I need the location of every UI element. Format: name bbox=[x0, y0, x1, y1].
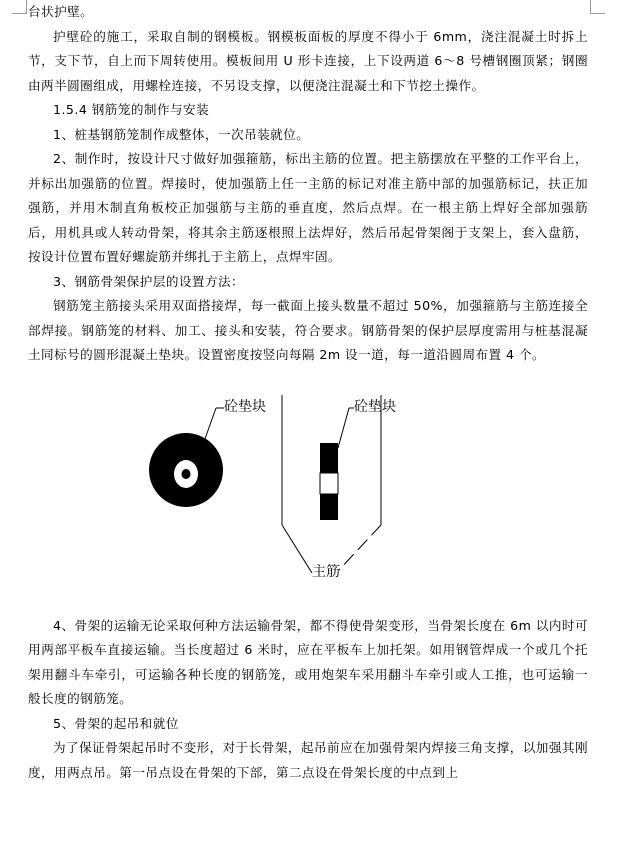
spacer-side-bottom bbox=[320, 494, 338, 520]
leader-line-right bbox=[338, 408, 349, 448]
document-page bbox=[28, 0, 588, 785]
spacer-block-figure bbox=[28, 368, 588, 614]
spacer-side-top bbox=[320, 443, 338, 473]
figure-label-left: 砼垫块 bbox=[224, 398, 266, 415]
leader-line-bottom-left bbox=[282, 525, 312, 573]
page-corner-mark-left bbox=[12, 0, 27, 14]
figure-label-right: 砼垫块 bbox=[354, 398, 396, 415]
section-heading: 1.5.4 钢筋笼的制作与安装 bbox=[53, 102, 210, 117]
paragraph-item-3-body: 钢筋笼主筋接头采用双面搭接焊，每一截面上接头数量不超过 50%，加强箍筋与主筋连接全部焊接。钢筋笼的材料、加工、接头和安装，符合要求。钢筋骨架的保护层厚度需用与桩基混凝土同标号的圆形混凝土垫块。设置密度按竖向每隔 2m 设一道，每一道沿圆周布置 4 个。 bbox=[28, 298, 588, 362]
figure-label-bottom: 主筋 bbox=[312, 563, 340, 580]
paragraph-item-5: 5、骨架的起吊和就位 bbox=[53, 715, 179, 731]
paragraph-item-4: 4、骨架的运输无论采取何种方法运输骨架，都不得使骨架变形，当骨架长度在 6m 以内时可用两部平板车直接运输。当长度超过 6 米时，应在平板车上加托架。如用钢管焊成一个或几个托架用翻斗车牵引，可运输各种长度的钢筋笼，或用炮架车采用翻斗车牵引或人工推，也可运输一般长度的钢筋笼。 bbox=[28, 617, 588, 706]
paragraph-formwork: 护壁砼的施工，采取自制的钢模板。钢模板面板的厚度不得小于 6mm，浇注混凝土时拆上节，支下节，自上而下周转使用。模板间用 U 形卡连接，上下设两道 6～8 号槽钢圈顶紧；钢圈由两半圆圈组成，用螺栓连接，不另设支撑，以便浇注混凝土和下节挖土操作。 bbox=[28, 28, 588, 93]
paragraph-item-1: 1、桩基钢筋笼制作成整体，一次吊装就位。 bbox=[53, 126, 310, 142]
page-corner-mark-right bbox=[590, 0, 605, 14]
paragraph-continuation: 台状护壁。 bbox=[28, 4, 94, 19]
spacer-block-diagram bbox=[28, 368, 588, 614]
leader-line-bottom-right bbox=[339, 525, 381, 570]
spacer-side-middle bbox=[320, 473, 338, 494]
paragraph-item-2: 2、制作时，按设计尺寸做好加强箍筋，标出主筋的位置。把主筋摆放在平整的工作平台上，并标出加强筋的位置。焊接时，使加强筋上任一主筋的标记对准主筋中部的加强筋标记，扶正加强筋，并用木制直角板校正加强筋与主筋的垂直度，然后点焊。在一根主筋上焊好全部加强筋后，用机具或人转动骨架，将其余主筋逐根照上法焊好，然后吊起骨架阁于支架上，套入盘筋，按设计位置布置好螺旋筋并绑扎于主筋上，点焊牢固。 bbox=[28, 151, 588, 264]
paragraph-item-3: 3、钢筋骨架保护层的设置方法： bbox=[53, 273, 245, 289]
paragraph-item-5-body: 为了保证骨架起吊时不变形，对于长骨架，起吊前应在加强骨架内焊接三角支撑，以加强其刚度，用两点吊。第一吊点设在骨架的下部，第二点设在骨架长度的中点到上 bbox=[28, 740, 588, 780]
spacer-block-bar bbox=[182, 469, 191, 479]
